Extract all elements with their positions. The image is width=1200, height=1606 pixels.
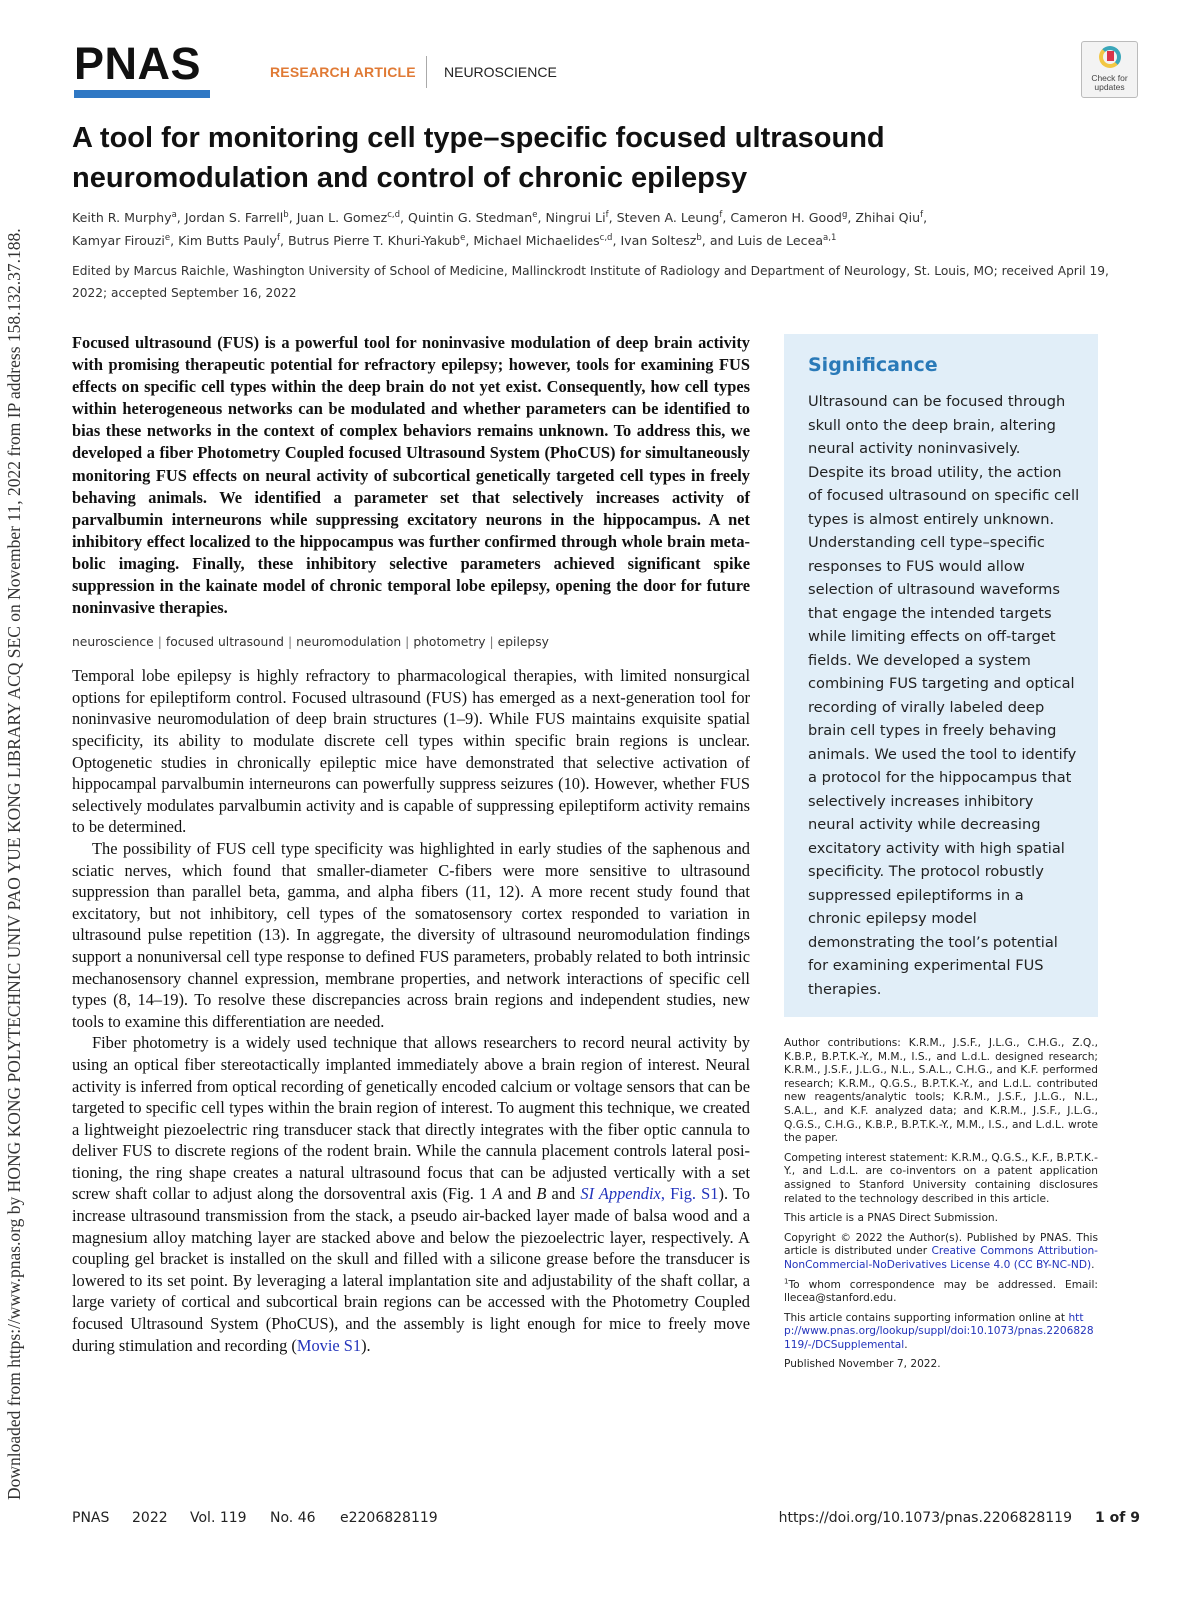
affiliation-marker: e <box>532 209 538 220</box>
affiliation-marker: e <box>460 232 466 243</box>
figure-panel-a: A <box>492 1184 503 1204</box>
author-name[interactable]: Quintin G. Stedman$^e$ <box>408 209 538 225</box>
affiliation-marker: f <box>719 209 723 220</box>
affiliation-marker: e <box>164 232 171 243</box>
text-run: . <box>1091 1258 1095 1271</box>
footer-year: 2022 <box>132 1510 168 1526</box>
footnote-marker: 1 <box>784 1276 789 1285</box>
affiliation-marker: a,1 <box>823 232 837 243</box>
page-number: 1 of 9 <box>1095 1510 1140 1526</box>
logo-text: PNAS <box>74 38 202 89</box>
keyword-separator: | <box>489 635 494 650</box>
affiliation-marker: g <box>841 209 848 220</box>
supplement-link[interactable]: http://www.pnas.org/lookup/suppl/doi:10.1073/pnas.2206828119/-/DCSupplemental <box>784 1311 1094 1351</box>
text-run: . <box>904 1338 908 1351</box>
affiliation-marker: b <box>696 232 702 243</box>
author-name[interactable]: Zhihai Qiu$^f$ <box>855 209 924 225</box>
affiliation-marker: f <box>605 209 609 220</box>
text-run: and <box>546 1184 581 1204</box>
significance-title: Significance <box>808 354 938 376</box>
affiliation-marker: a <box>171 209 177 220</box>
page-header <box>74 38 1074 104</box>
text-run: ). To increase ultrasound transmission from the stack, a pseudo air-backed layer made of balsa wood and a magnesium alloy matching layer are stacked above and below the piezoelectric layer, respectively. A coupling gel bracket is installed on the skull and filled with a silicone grease before the transducer is lowered to its set point. By leveraging a lateral implantation site and adjustability of the shaft collar, a large variety of cortical and subcortical brain regions can be accessed with the Photometry Coupled focused Ultrasound System (PhoCUS), and the assembly is light enough for mice to freely move during stimulation and recording ( <box>72 1184 750 1355</box>
author-name[interactable]: Kim Butts Pauly$^f$ <box>178 232 280 248</box>
significance-text: Ultrasound can be focused through skull onto the deep brain, altering neural activity noninvasively. Despite its broad utility, the action of focused ultrasound on specific cell types is almost entirely unknown. Understanding cell type–specific responses to FUS would allow selection of ultrasound waveforms that engage the intended targets while limiting effects on off-target fields. We developed a system combining FUS targeting and optical recording of virally labeled deep brain cell types in freely behaving animals. We used the tool to identify a protocol for the hippocampus that selectively increases inhibitory neural activity while decreasing excitatory activity with high spatial specificity. The protocol robustly suppressed epileptiforms in a chronic epilepsy model demonstrating the tool’s potential for examining experimental FUS therapies. <box>808 393 1080 998</box>
author-name[interactable]: Juan L. Gomez$^{c,d}$ <box>296 209 401 225</box>
author-name[interactable]: Michael Michaelides$^{c,d}$ <box>473 232 613 248</box>
editor-and-dates: Edited by Marcus Raichle, Washington University of School of Medicine, Mallinckrodt Institute of Radiology and Department of Neurology, St. Louis, MO; received April 19, 2022; accepted September 16, 2022 <box>72 264 1109 300</box>
keyword: focused ultrasound <box>165 635 284 650</box>
footer-journal: PNAS <box>72 1510 110 1526</box>
main-text <box>72 665 750 1356</box>
competing-interest: Competing interest statement: K.R.M., Q.G.S., K.F., B.P.T.K.-Y., and L.d.L. are co-inventors on a patent application assigned to Stanford University containing disclosures related to the technology described in this article. <box>784 1151 1098 1205</box>
affiliation-marker: f <box>920 209 924 220</box>
correspondence <box>784 1276 1098 1306</box>
footer-number: No. 46 <box>270 1510 316 1526</box>
affiliation-marker: c,d <box>599 232 613 243</box>
text-run: Fiber photometry is a widely used technique that allows researchers to record neural activity by using an optical fiber stereotactically implanted immediately above a brain region of interest. Neural activity is inferred from optical recording of genetically encoded calcium or voltage sensors that can be targeted to specific cell types within the brain region of interest. To augment this technique, we created a lightweight piezoelectric ring transducer stack that directly integrates with the fiber optic cannula to deliver FUS to discrete regions of the rodent brain. While the cannula placement controls lateral positioning, the ring shape creates a natural ultrasound focus that can be adjusted vertically with a set screw shaft collar to adjust along the dorsoventral axis (Fig. 1 <box>72 1033 750 1204</box>
body-paragraph: The possibility of FUS cell type specificity was highlighted in early studies of the saphenous and sciatic nerves, which found that smaller-diameter C-fibers were more sensitive to ultrasound suppression than parallel beta, gamma, and alpha fibers (11, 12). A more recent study found that excitatory, but not inhibitory, cell types of the somatosensory cortex responded to variation in ultrasound pulse repetition (13). In aggregate, the diversity of ultrasound neuromodulation findings support a nonuniversal cell type response to defined FUS parameters, probably related to both intrinsic mechanosensory channel expression, membrane properties, and network interactions of specific cell types (8, 14–19). To resolve these discrepancies across brain regions and independent studies, new tools to examine this differentiation are needed. <box>72 838 750 1031</box>
affiliation-marker: c,d <box>387 209 401 220</box>
keyword-separator: | <box>157 635 162 650</box>
text-run: This article contains supporting information online at <box>784 1311 1069 1324</box>
si-appendix-link[interactable]: SI Appendix <box>580 1184 661 1204</box>
text-run: To whom correspondence may be addressed. Email: llecea@stanford.edu. <box>784 1278 1098 1305</box>
text-run: ). <box>361 1335 371 1355</box>
figure-panel-b: B <box>536 1184 547 1204</box>
significance-box <box>784 334 1098 1017</box>
text-run: Copyright © 2022 the Author(s). Published by PNAS. This article is distributed under <box>784 1231 1098 1258</box>
keywords <box>72 633 750 651</box>
affiliation-marker: b <box>283 209 289 220</box>
direct-submission: This article is a PNAS Direct Submission. <box>784 1212 999 1225</box>
header-divider <box>426 56 427 88</box>
published-date: Published November 7, 2022. <box>784 1358 941 1371</box>
download-watermark: Downloaded from https://www.pnas.org by HONG KONG POLYTECHNIC UNIV PAO YUE KONG LIBRARY ACQ SEC on November 11, 2022 from IP address 158.132.37.188. <box>4 228 24 1500</box>
author-name[interactable]: Steven A. Leung$^f$ <box>616 209 723 225</box>
front-matter <box>72 118 1109 304</box>
left-column <box>72 332 750 1356</box>
body-paragraph: Temporal lobe epilepsy is highly refractory to pharmacological therapies, with limited nonsurgical options for epileptiform control. Focused ultrasound (FUS) has emerged as a next-generation tool for noninvasive neuromodulation of deep brain structures (1–9). While FUS maintains exquisite spatial specificity, its ability to modulate discrete cell types within specific brain regions is unclear. Optogenetic studies in chronically epileptic mice have demonstrated that selective activation of hippocampal parvalbumin interneurons can powerfully suppress seizures (10). However, whether FUS selectively modulates parvalbumin activity and is capable of suppressing epileptiform activity remains to be determined. <box>72 666 750 837</box>
footer-eid: e2206828119 <box>340 1510 438 1526</box>
doi-link[interactable]: https://doi.org/10.1073/pnas.2206828119 <box>778 1510 1072 1526</box>
author-name[interactable]: Kamyar Firouzi$^e$ <box>72 232 171 248</box>
right-column <box>784 334 1098 1378</box>
keyword-separator: | <box>287 635 293 650</box>
footer-volume: Vol. 119 <box>190 1510 247 1526</box>
article-title: A tool for monitoring cell type–specific focused ultrasound neuromodulation and control of chronic epilepsy <box>72 122 885 194</box>
keyword-separator: | <box>405 635 410 650</box>
pnas-logo[interactable] <box>74 38 210 102</box>
affiliation-marker: f <box>276 232 280 243</box>
keyword: neuroscience <box>72 635 154 650</box>
crossmark-icon <box>1099 46 1121 68</box>
keyword: photometry <box>413 635 486 650</box>
fig-s1-link[interactable]: , Fig. S1 <box>660 1184 719 1204</box>
keyword: neuromodulation <box>296 635 402 650</box>
author-name[interactable]: Butrus Pierre T. Khuri-Yakub$^e$ <box>287 232 466 248</box>
author-contributions: Author contributions: K.R.M., J.S.F., J.L.G., C.H.G., Z.Q., K.B.P., B.P.T.K.-Y., M.M., I.S., and L.d.L. designed research; K.R.M., J.S.F., J.L.G., N.L., S.A.L., C.H.G., and K.F. performed research; K.R.M., Q.G.S., B.P.T.K.-Y., and L.d.L. contributed new reagents/analytic tools; K.R.M., J.S.F., J.L.G., N.L., S.A.L., and K.F. analyzed data; and K.R.M., J.S.F., J.L.G., Q.G.S., C.H.G., K.B.P., B.P.T.K.-Y., M.M., I.S., and L.d.L. wrote the paper. <box>784 1037 1098 1145</box>
movie-s1-link[interactable]: Movie S1 <box>296 1335 362 1355</box>
keyword: epilepsy <box>497 635 549 650</box>
abstract: Focused ultrasound (FUS) is a powerful tool for noninvasive modulation of deep brain activity with promising therapeutic potential for refractory epilepsy; however, tools for examining FUS effects on specific cell types within the deep brain do not yet exist. Consequently, how cell types within heterogeneous networks can be modulated and whether parameters can be identified to bias these networks in the context of complex behaviors remains unknown. To address this, we developed a fiber Photometry Coupled focused Ultrasound System (PhoCUS) for simultaneously monitoring FUS effects on neural activity of subcortical genetically targeted cell types in freely behaving animals. We identified a parameter set that selectively increases activity of parvalbumin interneurons while suppressing excitatory neurons in the hippocampus. A net inhibitory effect localized to the hippocampus was further confirmed through whole brain metabolic imaging. Finally, these inhibitory selective parameters achieved significant spike suppression in the kainate model of chronic temporal lobe epilepsy, opening the door for future noninvasive therapies. <box>72 333 750 618</box>
subject-label: NEUROSCIENCE <box>444 64 557 80</box>
logo-bar <box>74 90 210 98</box>
author-name[interactable]: Keith R. Murphy$^a$ <box>72 209 177 225</box>
article-type-label: RESEARCH ARTICLE <box>270 64 416 80</box>
author-name[interactable]: Ivan Soltesz$^b$ <box>620 232 702 248</box>
license-link[interactable]: Creative Commons Attribution-NonCommercial-NoDerivatives License 4.0 (CC BY-NC-ND) <box>784 1245 1098 1271</box>
article-notes <box>784 1037 1098 1372</box>
author-name[interactable]: Ningrui Li$^f$ <box>545 209 609 225</box>
text-run: and <box>502 1184 537 1204</box>
author-name[interactable]: Jordan S. Farrell$^b$ <box>184 209 289 225</box>
author-name[interactable]: Luis de Lecea$^{a,1}$ <box>737 232 837 248</box>
author-list: Keith R. Murphy$^a$, Jordan S. Farrell$^b$, Juan L. Gomez$^{c,d}$, Quintin G. Stedman$^e$, Ningrui Li$^f$, Steven A. Leung$^f$, Cameron H. Good$^g$, Zhihai Qiu$^f$, Kamyar Firouzi$^e$, Kim Butts Pauly$^f$, Butrus Pierre T. Khuri-Yakub$^e$, Michael Michaelides$^{c,d}$, Ivan Soltesz$^b$, and Luis de Lecea$^{a,1}$ <box>72 209 928 248</box>
page-footer <box>72 1510 1140 1534</box>
author-name[interactable]: Cameron H. Good$^g$ <box>730 209 848 225</box>
copyright <box>784 1232 1098 1273</box>
check-updates-label: Check for updates <box>1091 73 1128 92</box>
body-paragraph <box>72 1032 750 1356</box>
supporting-info <box>784 1312 1098 1353</box>
check-for-updates-button[interactable] <box>1081 41 1138 98</box>
